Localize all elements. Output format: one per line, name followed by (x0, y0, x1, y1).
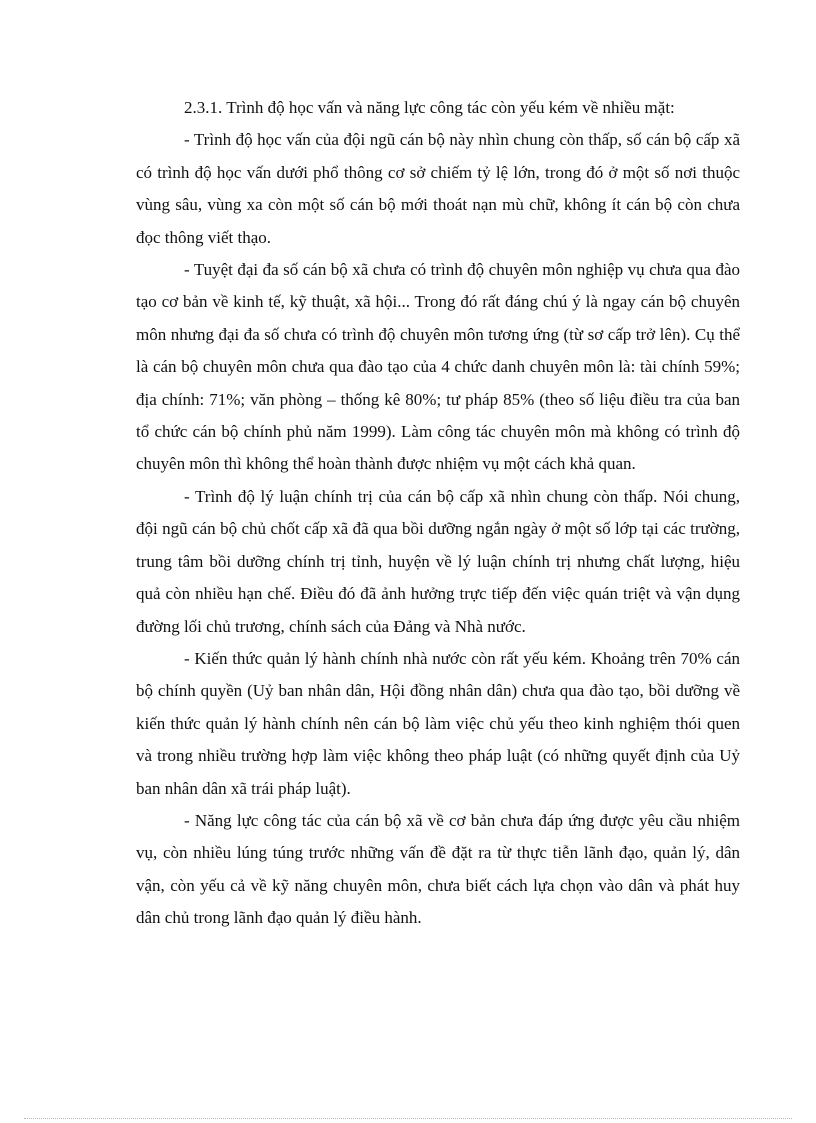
document-page (136, 92, 740, 935)
paragraph-work-capacity: - Năng lực công tác của cán bộ xã về cơ bản chưa đáp ứng được yêu cầu nhiệm vụ, còn nhiều lúng túng trước những vấn đề đặt ra từ thực tiễn lãnh đạo, quản lý, dân vận, còn yếu cả về kỹ năng chuyên môn, chưa biết cách lựa chọn vào dân và phát huy dân chủ trong lãnh đạo quản lý điều hành. (136, 810, 740, 928)
page-bottom-divider (24, 1118, 792, 1119)
paragraph-political-theory: - Trình độ lý luận chính trị của cán bộ cấp xã nhìn chung còn thấp. Nói chung, đội ngũ cán bộ chủ chốt cấp xã đã qua bồi dưỡng ngắn ngày ở một số lớp tại các trường, trung tâm bồi dưỡng chính trị tỉnh, huyện về lý luận chính trị nhưng chất lượng, hiệu quả còn nhiều hạn chế. Điều đó đã ảnh hưởng trực tiếp đến việc quán triệt và vận dụng đường lối chủ trương, chính sách của Đảng và Nhà nước. (136, 486, 740, 636)
section-heading: 2.3.1. Trình độ học vấn và năng lực công tác còn yếu kém về nhiều mặt: (184, 98, 675, 117)
paragraph-professional-training: - Tuyệt đại đa số cán bộ xã chưa có trình độ chuyên môn nghiệp vụ chưa qua đào tạo cơ bản về kinh tế, kỹ thuật, xã hội... Trong đó rất đáng chú ý là ngay cán bộ chuyên môn nhưng đại đa số chưa có trình độ chuyên môn tương ứng (từ sơ cấp trở lên). Cụ thể là cán bộ chuyên môn chưa qua đào tạo của 4 chức danh chuyên môn là: tài chính 59%; địa chính: 71%; văn phòng – thống kê 80%; tư pháp 85% (theo số liệu điều tra của ban tổ chức cán bộ chính phủ năm 1999). Làm công tác chuyên môn mà không có trình độ chuyên môn thì không thể hoàn thành được nhiệm vụ một cách khả quan. (136, 260, 740, 474)
paragraph-administrative-knowledge: - Kiến thức quản lý hành chính nhà nước còn rất yếu kém. Khoảng trên 70% cán bộ chính quyền (Uỷ ban nhân dân, Hội đồng nhân dân) chưa qua đào tạo, bồi dưỡng về kiến thức quản lý hành chính nên cán bộ làm việc chủ yếu theo kinh nghiệm thói quen và trong nhiều trường hợp làm việc không theo pháp luật (có những quyết định của Uỷ ban nhân dân xã trái pháp luật). (136, 648, 740, 798)
paragraph-education-level: - Trình độ học vấn của đội ngũ cán bộ này nhìn chung còn thấp, số cán bộ cấp xã có trình độ học vấn dưới phổ thông cơ sở chiếm tỷ lệ lớn, trong đó ở một số nơi thuộc vùng sâu, vùng xa còn một số cán bộ mới thoát nạn mù chữ, không ít cán bộ còn chưa đọc thông viết thạo. (136, 130, 740, 247)
